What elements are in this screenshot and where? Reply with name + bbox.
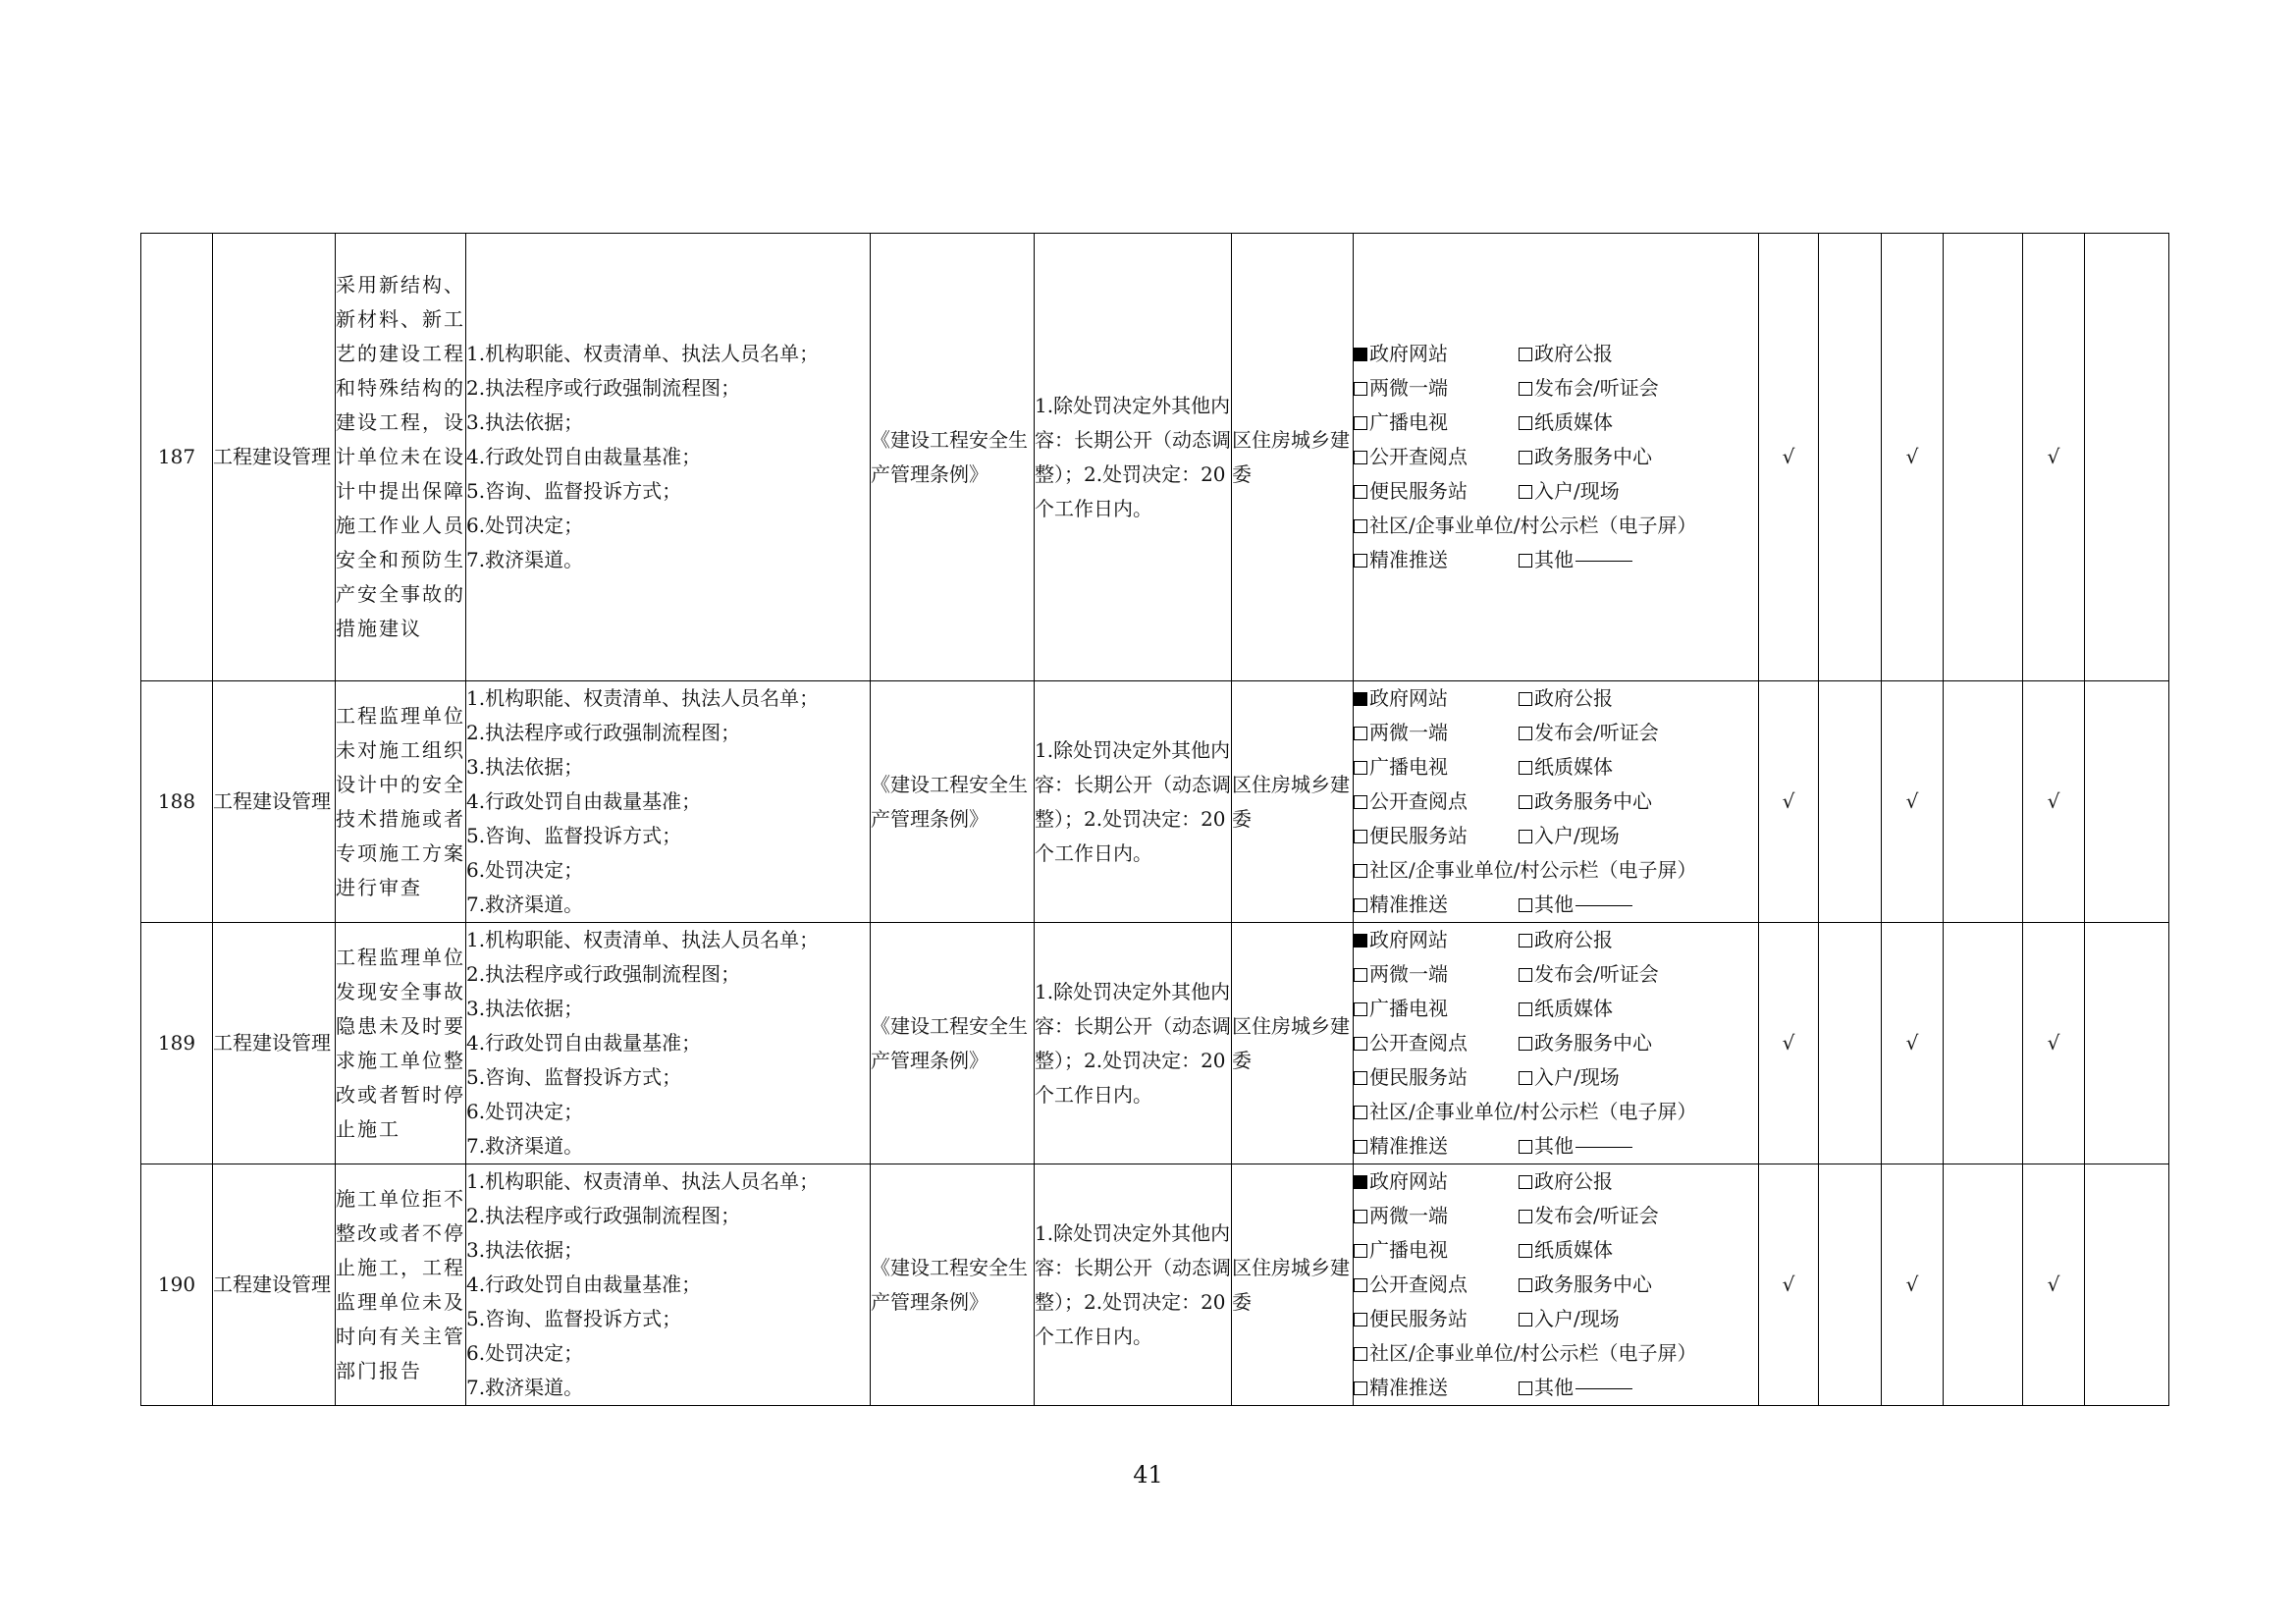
channel-label: 公开查阅点 [1369, 445, 1468, 468]
period-cell [1035, 923, 1232, 1164]
channel-row [1354, 1371, 1758, 1405]
checkbox-empty-icon [1519, 416, 1532, 430]
channel-reading-point [1354, 1026, 1519, 1060]
channel-label: 两微一端 [1369, 721, 1448, 744]
checkbox-empty-icon [1354, 554, 1367, 568]
content-line: 4.行政处罚自由裁量基准； [466, 445, 702, 468]
channel-label: 发布会/听证会 [1534, 962, 1659, 986]
mark-cell-4 [1944, 681, 2023, 923]
channel-gov-bulletin [1519, 681, 1613, 716]
channel-other [1519, 1371, 1632, 1405]
checkbox-empty-icon [1354, 1381, 1367, 1395]
channel-row [1354, 474, 1758, 509]
content-line: 3.执法依据； [466, 997, 584, 1020]
table-row [141, 681, 2169, 923]
period-text: 1.除处罚决定外其他内容：长期公开（动态调整）；2.处罚决定：20个工作日内。 [1035, 737, 1231, 865]
channel-row [1354, 440, 1758, 474]
item-cell [336, 1164, 466, 1406]
channel-row [1354, 888, 1758, 922]
channel-row [1354, 819, 1758, 853]
checkbox-empty-icon [1519, 1313, 1532, 1326]
checkmark-1: √ [1759, 234, 1819, 681]
channel-precise-push [1354, 888, 1519, 922]
channel-label: 精准推送 [1369, 893, 1448, 916]
channel-two-micro [1354, 716, 1519, 750]
channel-label: 政府网站 [1369, 342, 1448, 365]
checkbox-empty-icon [1519, 761, 1532, 775]
basis-text: 《建设工程安全生产管理条例》 [871, 427, 1028, 486]
channel-broadcast [1354, 750, 1519, 785]
item-text: 采用新结构、新材料、新工艺的建设工程和特殊结构的建设工程，设计单位未在设计中提出保障施工作业人员安全和预防生产安全事故的措施建议 [336, 273, 465, 640]
channel-label: 入户/现场 [1534, 1065, 1620, 1089]
checkbox-empty-icon [1354, 761, 1367, 775]
basis-text: 《建设工程安全生产管理条例》 [871, 1013, 1028, 1072]
channel-gov-bulletin [1519, 1164, 1613, 1199]
checkbox-empty-icon [1354, 1244, 1367, 1258]
channel-label: 纸质媒体 [1534, 410, 1613, 434]
content-line: 6.处罚决定； [466, 514, 584, 537]
checkbox-empty-icon [1519, 1175, 1532, 1189]
channel-on-site [1519, 819, 1620, 853]
channel-label: 纸质媒体 [1534, 997, 1613, 1020]
channel-row [1354, 1060, 1758, 1095]
content-line: 2.执法程序或行政强制流程图； [466, 962, 741, 986]
checkbox-empty-icon [1354, 1037, 1367, 1051]
channel-bulletin-board [1354, 853, 1696, 888]
channel-label: 社区/企事业单位/村公示栏（电子屏） [1369, 514, 1697, 537]
checkmark-5: √ [2023, 923, 2085, 1164]
checkmark-3: √ [1882, 923, 1944, 1164]
content-line: 5.咨询、监督投诉方式； [466, 479, 682, 503]
channel-precise-push [1354, 1371, 1519, 1405]
disclosure-table [140, 233, 2169, 1406]
channel-press-conf [1519, 1199, 1659, 1233]
item-cell [336, 234, 466, 681]
channel-label: 其他 [1534, 893, 1574, 916]
content-line: 6.处罚决定； [466, 1100, 584, 1123]
period-text: 1.除处罚决定外其他内容：长期公开（动态调整）；2.处罚决定：20个工作日内。 [1035, 393, 1231, 520]
checkbox-empty-icon [1519, 830, 1532, 843]
period-text: 1.除处罚决定外其他内容：长期公开（动态调整）；2.处罚决定：20个工作日内。 [1035, 979, 1231, 1107]
channel-bulletin-board [1354, 1095, 1696, 1129]
item-text: 施工单位拒不整改或者不停止施工，工程监理单位未及时向有关主管部门报告 [336, 1186, 465, 1382]
channel-service-center [1519, 1026, 1652, 1060]
channel-label: 其他 [1534, 548, 1574, 571]
checkbox-empty-icon [1519, 1244, 1532, 1258]
channel-broadcast [1354, 406, 1519, 440]
checkmark-3: √ [1882, 1164, 1944, 1406]
content-line: 6.处罚决定； [466, 858, 584, 882]
channel-label: 公开查阅点 [1369, 1031, 1468, 1055]
channel-row [1354, 1336, 1758, 1371]
channels-cell [1354, 234, 1759, 681]
channel-label: 其他 [1534, 1376, 1574, 1399]
checkbox-empty-icon [1354, 898, 1367, 912]
item-text: 工程监理单位发现安全事故隐患未及时要求施工单位整改或者暂时停止施工 [336, 945, 465, 1141]
checkbox-empty-icon [1354, 1347, 1367, 1361]
checkbox-checked-icon [1354, 934, 1367, 947]
channel-service-center [1519, 440, 1652, 474]
checkmark-3: √ [1882, 234, 1944, 681]
channel-label: 纸质媒体 [1534, 1238, 1613, 1262]
checkbox-empty-icon [1519, 692, 1532, 706]
channel-other [1519, 543, 1632, 577]
mark-cell-6 [2085, 681, 2169, 923]
channel-broadcast [1354, 1233, 1519, 1268]
content-line: 2.执法程序或行政强制流程图； [466, 1204, 741, 1227]
item-text: 工程监理单位未对施工组织设计中的安全技术措施或者专项施工方案进行审查 [336, 703, 465, 899]
channel-bulletin-board [1354, 1336, 1696, 1371]
channel-service-station [1354, 1302, 1519, 1336]
checkbox-empty-icon [1354, 1071, 1367, 1085]
channel-label: 发布会/听证会 [1534, 721, 1659, 744]
channel-label: 政府网站 [1369, 1169, 1448, 1193]
channel-two-micro [1354, 371, 1519, 406]
channel-label: 政府网站 [1369, 686, 1448, 710]
channel-label: 社区/企事业单位/村公示栏（电子屏） [1369, 1341, 1697, 1365]
channel-label: 广播电视 [1369, 410, 1448, 434]
channel-reading-point [1354, 1268, 1519, 1302]
content-line: 7.救济渠道。 [466, 1134, 584, 1158]
table-body [141, 234, 2169, 1406]
mark-cell-4 [1944, 1164, 2023, 1406]
content-line: 4.行政处罚自由裁量基准； [466, 789, 702, 813]
checkbox-empty-icon [1354, 968, 1367, 982]
channel-press-conf [1519, 957, 1659, 992]
category-cell [213, 234, 336, 681]
channel-print-media [1519, 992, 1613, 1026]
channel-bulletin-board [1354, 509, 1696, 543]
channel-print-media [1519, 406, 1613, 440]
basis-cell [871, 923, 1035, 1164]
channel-label: 入户/现场 [1534, 479, 1620, 503]
channel-label: 政府网站 [1369, 928, 1448, 951]
channel-label: 精准推送 [1369, 1376, 1448, 1399]
checkbox-empty-icon [1519, 451, 1532, 464]
mark-cell-2 [1819, 923, 1882, 1164]
checkbox-empty-icon [1354, 1210, 1367, 1223]
content-cell [466, 1164, 871, 1406]
channel-label: 两微一端 [1369, 376, 1448, 400]
period-cell [1035, 1164, 1232, 1406]
content-line: 7.救济渠道。 [466, 1376, 584, 1399]
channel-gov-bulletin [1519, 337, 1613, 371]
row-number: 190 [141, 1164, 213, 1406]
subject-cell [1232, 923, 1354, 1164]
checkbox-empty-icon [1354, 485, 1367, 499]
channel-row [1354, 371, 1758, 406]
subject-text: 区住房城乡建委 [1232, 772, 1350, 831]
mark-cell-4 [1944, 923, 2023, 1164]
checkbox-empty-icon [1354, 1278, 1367, 1292]
basis-text: 《建设工程安全生产管理条例》 [871, 772, 1028, 831]
channel-service-station [1354, 819, 1519, 853]
channel-service-center [1519, 1268, 1652, 1302]
content-line: 4.行政处罚自由裁量基准； [466, 1272, 702, 1296]
content-line: 1.机构职能、权责清单、执法人员名单； [466, 1169, 820, 1193]
page-number: 41 [1133, 1461, 1163, 1489]
channel-row [1354, 750, 1758, 785]
channel-label: 广播电视 [1369, 997, 1448, 1020]
checkbox-empty-icon [1354, 795, 1367, 809]
row-number: 187 [141, 234, 213, 681]
checkmark-1: √ [1759, 923, 1819, 1164]
channel-label: 政务服务中心 [1534, 1272, 1652, 1296]
channel-label: 政府公报 [1534, 686, 1613, 710]
channel-label: 公开查阅点 [1369, 1272, 1468, 1296]
content-line: 5.咨询、监督投诉方式； [466, 1307, 682, 1330]
channel-row [1354, 1233, 1758, 1268]
channel-label: 精准推送 [1369, 1134, 1448, 1158]
basis-text: 《建设工程安全生产管理条例》 [871, 1255, 1028, 1314]
category-text: 工程建设管理 [213, 1031, 331, 1055]
table-row [141, 1164, 2169, 1406]
channel-print-media [1519, 750, 1613, 785]
channels-cell [1354, 923, 1759, 1164]
channel-label: 社区/企事业单位/村公示栏（电子屏） [1369, 858, 1697, 882]
channel-broadcast [1354, 992, 1519, 1026]
category-cell [213, 923, 336, 1164]
checkbox-empty-icon [1519, 1381, 1532, 1395]
checkbox-empty-icon [1519, 1002, 1532, 1016]
channel-on-site [1519, 1302, 1620, 1336]
checkbox-empty-icon [1354, 1313, 1367, 1326]
channel-label: 精准推送 [1369, 548, 1448, 571]
channel-row [1354, 406, 1758, 440]
content-cell [466, 681, 871, 923]
content-cell [466, 923, 871, 1164]
channel-label: 两微一端 [1369, 962, 1448, 986]
channel-precise-push [1354, 543, 1519, 577]
channel-row [1354, 337, 1758, 371]
checkbox-empty-icon [1519, 1210, 1532, 1223]
checkbox-checked-icon [1354, 692, 1367, 706]
mark-cell-2 [1819, 234, 1882, 681]
channel-row [1354, 681, 1758, 716]
period-text: 1.除处罚决定外其他内容：长期公开（动态调整）；2.处罚决定：20个工作日内。 [1035, 1220, 1231, 1348]
checkmark-3: √ [1882, 681, 1944, 923]
channel-label: 便民服务站 [1369, 1307, 1468, 1330]
category-text: 工程建设管理 [213, 1272, 331, 1296]
checkbox-empty-icon [1519, 554, 1532, 568]
channel-label: 发布会/听证会 [1534, 1204, 1659, 1227]
channel-on-site [1519, 474, 1620, 509]
subject-cell [1232, 681, 1354, 923]
subject-text: 区住房城乡建委 [1232, 427, 1350, 486]
checkbox-empty-icon [1354, 451, 1367, 464]
content-line: 1.机构职能、权责清单、执法人员名单； [466, 342, 820, 365]
blank-line-icon [1575, 1387, 1632, 1389]
subject-text: 区住房城乡建委 [1232, 1013, 1350, 1072]
channel-label: 政府公报 [1534, 1169, 1613, 1193]
channel-precise-push [1354, 1129, 1519, 1164]
checkbox-empty-icon [1354, 1106, 1367, 1119]
channel-label: 政务服务中心 [1534, 445, 1652, 468]
mark-cell-6 [2085, 923, 2169, 1164]
channel-print-media [1519, 1233, 1613, 1268]
table-row [141, 923, 2169, 1164]
mark-cell-6 [2085, 1164, 2169, 1406]
channel-label: 公开查阅点 [1369, 789, 1468, 813]
period-cell [1035, 234, 1232, 681]
row-number: 189 [141, 923, 213, 1164]
channel-gov-bulletin [1519, 923, 1613, 957]
checkbox-empty-icon [1354, 1140, 1367, 1154]
checkbox-empty-icon [1519, 727, 1532, 740]
channel-gov-site [1354, 337, 1519, 371]
channel-row [1354, 923, 1758, 957]
channel-two-micro [1354, 957, 1519, 992]
content-line: 5.咨询、监督投诉方式； [466, 824, 682, 847]
channel-label: 政务服务中心 [1534, 789, 1652, 813]
channel-two-micro [1354, 1199, 1519, 1233]
channel-press-conf [1519, 716, 1659, 750]
channel-label: 入户/现场 [1534, 1307, 1620, 1330]
content-line: 3.执法依据； [466, 1238, 584, 1262]
category-text: 工程建设管理 [213, 445, 331, 468]
channel-gov-site [1354, 923, 1519, 957]
channel-gov-site [1354, 681, 1519, 716]
checkbox-checked-icon [1354, 1175, 1367, 1189]
checkbox-empty-icon [1519, 1037, 1532, 1051]
checkbox-empty-icon [1354, 416, 1367, 430]
checkmark-5: √ [2023, 234, 2085, 681]
category-cell [213, 1164, 336, 1406]
blank-line-icon [1575, 560, 1632, 562]
mark-cell-6 [2085, 234, 2169, 681]
content-line: 2.执法程序或行政强制流程图； [466, 376, 741, 400]
checkmark-1: √ [1759, 1164, 1819, 1406]
channel-row [1354, 1026, 1758, 1060]
checkbox-checked-icon [1354, 348, 1367, 361]
checkmark-5: √ [2023, 1164, 2085, 1406]
channel-row [1354, 1095, 1758, 1129]
channel-label: 纸质媒体 [1534, 755, 1613, 779]
checkbox-empty-icon [1519, 1140, 1532, 1154]
content-line: 5.咨询、监督投诉方式； [466, 1065, 682, 1089]
channel-label: 发布会/听证会 [1534, 376, 1659, 400]
channel-row [1354, 1129, 1758, 1164]
checkbox-empty-icon [1354, 519, 1367, 533]
channel-press-conf [1519, 371, 1659, 406]
checkbox-empty-icon [1519, 382, 1532, 396]
table-row [141, 234, 2169, 681]
channel-service-station [1354, 474, 1519, 509]
content-line: 3.执法依据； [466, 410, 584, 434]
checkbox-empty-icon [1354, 727, 1367, 740]
content-line: 2.执法程序或行政强制流程图； [466, 721, 741, 744]
content-line: 1.机构职能、权责清单、执法人员名单； [466, 686, 820, 710]
channel-row [1354, 543, 1758, 577]
row-number: 188 [141, 681, 213, 923]
checkbox-empty-icon [1354, 864, 1367, 878]
subject-text: 区住房城乡建委 [1232, 1255, 1350, 1314]
channels-cell [1354, 681, 1759, 923]
channel-gov-site [1354, 1164, 1519, 1199]
channel-service-center [1519, 785, 1652, 819]
channel-row [1354, 853, 1758, 888]
checkbox-empty-icon [1519, 968, 1532, 982]
checkmark-5: √ [2023, 681, 2085, 923]
channels-cell [1354, 1164, 1759, 1406]
mark-cell-2 [1819, 681, 1882, 923]
channel-reading-point [1354, 440, 1519, 474]
channel-service-station [1354, 1060, 1519, 1095]
content-line: 1.机构职能、权责清单、执法人员名单； [466, 928, 820, 951]
checkbox-empty-icon [1519, 934, 1532, 947]
channel-label: 其他 [1534, 1134, 1574, 1158]
channel-label: 便民服务站 [1369, 824, 1468, 847]
checkbox-empty-icon [1354, 1002, 1367, 1016]
channel-label: 政府公报 [1534, 342, 1613, 365]
channel-row [1354, 1164, 1758, 1199]
category-cell [213, 681, 336, 923]
channel-label: 两微一端 [1369, 1204, 1448, 1227]
content-line: 7.救济渠道。 [466, 548, 584, 571]
content-line: 6.处罚决定； [466, 1341, 584, 1365]
basis-cell [871, 234, 1035, 681]
channel-other [1519, 888, 1632, 922]
checkbox-empty-icon [1519, 1278, 1532, 1292]
subject-cell [1232, 234, 1354, 681]
item-cell [336, 681, 466, 923]
blank-line-icon [1575, 1146, 1632, 1148]
channel-label: 广播电视 [1369, 755, 1448, 779]
channel-other [1519, 1129, 1632, 1164]
channel-label: 广播电视 [1369, 1238, 1448, 1262]
content-cell [466, 234, 871, 681]
content-line: 3.执法依据； [466, 755, 584, 779]
channel-label: 便民服务站 [1369, 479, 1468, 503]
item-cell [336, 923, 466, 1164]
channel-row [1354, 992, 1758, 1026]
blank-line-icon [1575, 904, 1632, 906]
channel-row [1354, 1302, 1758, 1336]
channel-label: 社区/企事业单位/村公示栏（电子屏） [1369, 1100, 1697, 1123]
period-cell [1035, 681, 1232, 923]
basis-cell [871, 1164, 1035, 1406]
checkbox-empty-icon [1354, 382, 1367, 396]
checkbox-empty-icon [1519, 1071, 1532, 1085]
mark-cell-2 [1819, 1164, 1882, 1406]
channel-row [1354, 509, 1758, 543]
mark-cell-4 [1944, 234, 2023, 681]
content-line: 7.救济渠道。 [466, 893, 584, 916]
checkbox-empty-icon [1519, 485, 1532, 499]
checkbox-empty-icon [1354, 830, 1367, 843]
checkbox-empty-icon [1519, 348, 1532, 361]
subject-cell [1232, 1164, 1354, 1406]
channel-on-site [1519, 1060, 1620, 1095]
channel-reading-point [1354, 785, 1519, 819]
category-text: 工程建设管理 [213, 789, 331, 813]
checkbox-empty-icon [1519, 795, 1532, 809]
content-line: 4.行政处罚自由裁量基准； [466, 1031, 702, 1055]
channel-row [1354, 1199, 1758, 1233]
channel-label: 政府公报 [1534, 928, 1613, 951]
channel-row [1354, 957, 1758, 992]
channel-row [1354, 785, 1758, 819]
channel-label: 政务服务中心 [1534, 1031, 1652, 1055]
channel-row [1354, 716, 1758, 750]
checkmark-1: √ [1759, 681, 1819, 923]
basis-cell [871, 681, 1035, 923]
checkbox-empty-icon [1519, 898, 1532, 912]
channel-row [1354, 1268, 1758, 1302]
channel-label: 便民服务站 [1369, 1065, 1468, 1089]
channel-label: 入户/现场 [1534, 824, 1620, 847]
